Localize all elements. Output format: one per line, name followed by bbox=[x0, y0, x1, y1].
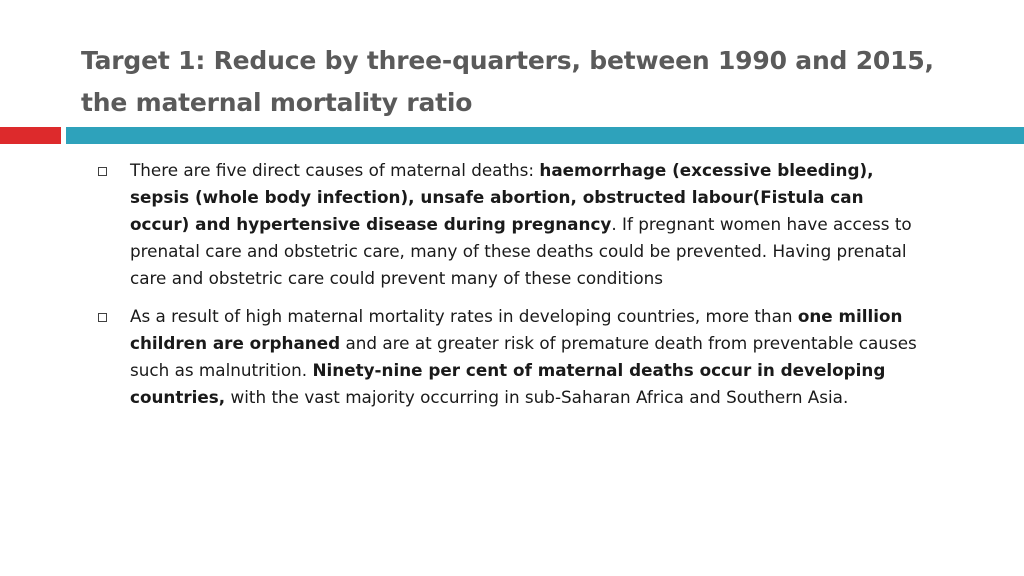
bullet-2-segment-2: one million children are orphaned bbox=[130, 306, 903, 353]
square-bullet-icon bbox=[98, 167, 107, 176]
bullet-text bbox=[130, 157, 928, 292]
slide-title bbox=[81, 40, 981, 124]
bullet-1-segment-2: haemorrhage (excessive bleeding), sepsis (whole body infection), unsafe abortion, obstructed labour(Fistula can occur) and hypertensive disease during pregnancy bbox=[130, 160, 874, 234]
bullet-text bbox=[130, 303, 928, 411]
bullet-list bbox=[98, 157, 928, 422]
accent-band-teal bbox=[66, 127, 1024, 144]
accent-band-red bbox=[0, 127, 61, 144]
bullet-2-segment-3: and are at greater risk of premature death from preventable causes such as malnutrition. bbox=[130, 333, 917, 380]
bullet-2-segment-1: As a result of high maternal mortality rates in developing countries, more than bbox=[130, 306, 798, 326]
bullet-item bbox=[98, 157, 928, 292]
bullet-1-segment-1: There are five direct causes of maternal deaths: bbox=[130, 160, 540, 180]
bullet-2-segment-4: Ninety-nine per cent of maternal deaths occur in developing countries, bbox=[130, 360, 886, 407]
bullet-1-segment-3: . If pregnant women have access to prenatal care and obstetric care, many of these deaths could be prevented. Having prenatal care and obstetric care could prevent many of these conditions bbox=[130, 214, 912, 288]
square-bullet-icon bbox=[98, 313, 107, 322]
bullet-item bbox=[98, 303, 928, 411]
title-line-1: Target 1: Reduce by three-quarters, between 1990 and 2015, bbox=[81, 46, 934, 75]
title-line-2: the maternal mortality ratio bbox=[81, 88, 473, 117]
bullet-2-segment-5: with the vast majority occurring in sub-Saharan Africa and Southern Asia. bbox=[225, 387, 849, 407]
